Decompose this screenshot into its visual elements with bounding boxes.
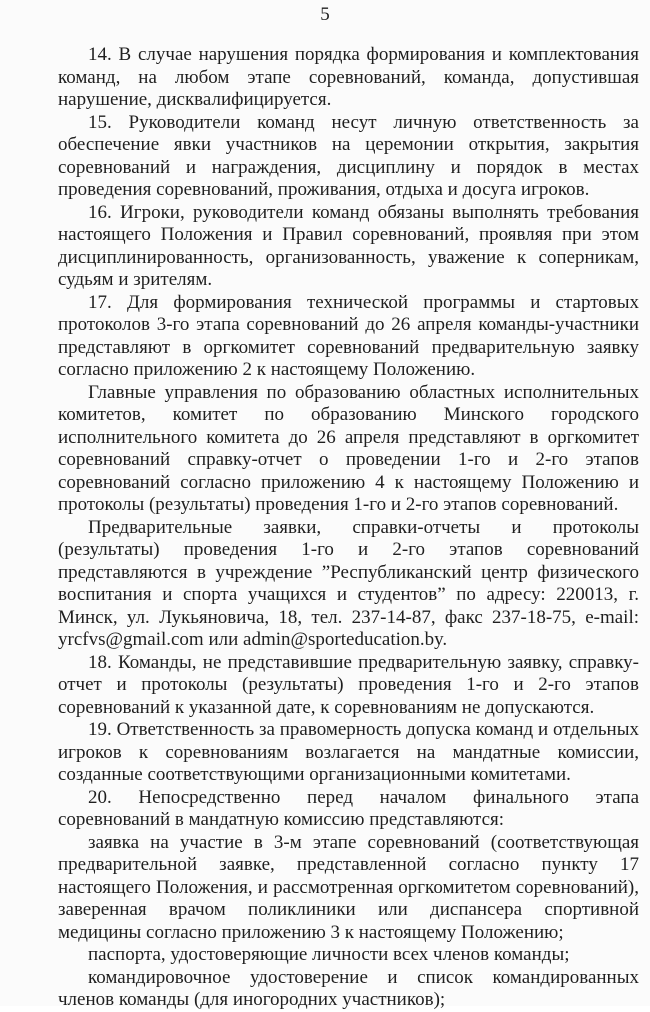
list-item-application: заявка на участие в 3-м этапе соревнований (соответствующая предварительной заявке, представленной согласно пункту 17 настоящего Положения, и рассмотренная оргкомитетом соревнований), заверенная врачом поликлиники или диспансера спортивной медицины согласно приложению 3 к настоящему Положению;: [58, 831, 639, 943]
paragraph-16: 16. Игроки, руководители команд обязаны выполнять требования настоящего Положения и Правил соревнований, проявляя при этом дисциплинированность, организованность, уважение к соперникам, судьям и зрителям.: [58, 201, 639, 290]
paragraph-17-regional-reports: Главные управления по образованию областных исполнительных комитетов, комитет по образованию Минского городского исполнительного комитета до 26 апреля представляют в оргкомитет соревнований справку-отчет о проведении 1-го и 2-го этапов соревнований согласно приложению 4 к настоящему Положению и протоколы (результаты) проведения 1-го и 2-го этапов соревнований.: [58, 381, 639, 515]
list-item-passports: паспорта, удостоверяющие личности всех членов команды;: [88, 944, 570, 965]
page-number: 5: [320, 4, 330, 25]
paragraph-15: 15. Руководители команд несут личную ответственность за обеспечение явки участников на церемонии открытия, закрытия соревнований и награждения, дисциплину и порядок в местах проведения соревнований, проживания, отдыха и досуга игроков.: [58, 111, 639, 200]
paragraph-20: 20. Непосредственно перед началом финального этапа соревнований в мандатную комиссию представляются:: [58, 786, 639, 830]
paragraph-18: 18. Команды, не представившие предварительную заявку, справку-отчет и протоколы (результаты) проведения 1-го и 2-го этапов соревнований к указанной дате, к соревнованиям не допускаются.: [58, 651, 639, 718]
list-item-travel-certificate: командировочное удостоверение и список командированных членов команды (для иногородних участников);: [58, 966, 639, 1010]
paragraph-17-submission-address: Предварительные заявки, справки-отчеты и протоколы (результаты) проведения 1-го и 2-го этапов соревнований представляются в учреждение ”Республиканский центр физического воспитания и спорта учащихся и студентов” по адресу: 220013, г. Минск, ул. Лукьяновича, 18, тел. 237-14-87, факс 237-18-75, e-mail: yrcfvs@gmail.com или admin@sporteducation.by.: [58, 516, 639, 650]
document-body: [58, 44, 639, 1012]
paragraph-14: 14. В случае нарушения порядка формирования и комплектования команд, на любом этапе соревнований, команда, допустившая нарушение, дисквалифицируется.: [58, 44, 639, 110]
paragraph-19: 19. Ответственность за правомерность допуска команд и отдельных игроков к соревнованиям возлагается на мандатные комиссии, созданные соответствующими организационными комитетами.: [58, 719, 639, 785]
paragraph-17: 17. Для формирования технической программы и стартовых протоколов 3-го этапа соревнований до 26 апреля команды-участники представляют в оргкомитет соревнований предварительную заявку согласно приложению 2 к настоящему Положению.: [58, 291, 639, 380]
